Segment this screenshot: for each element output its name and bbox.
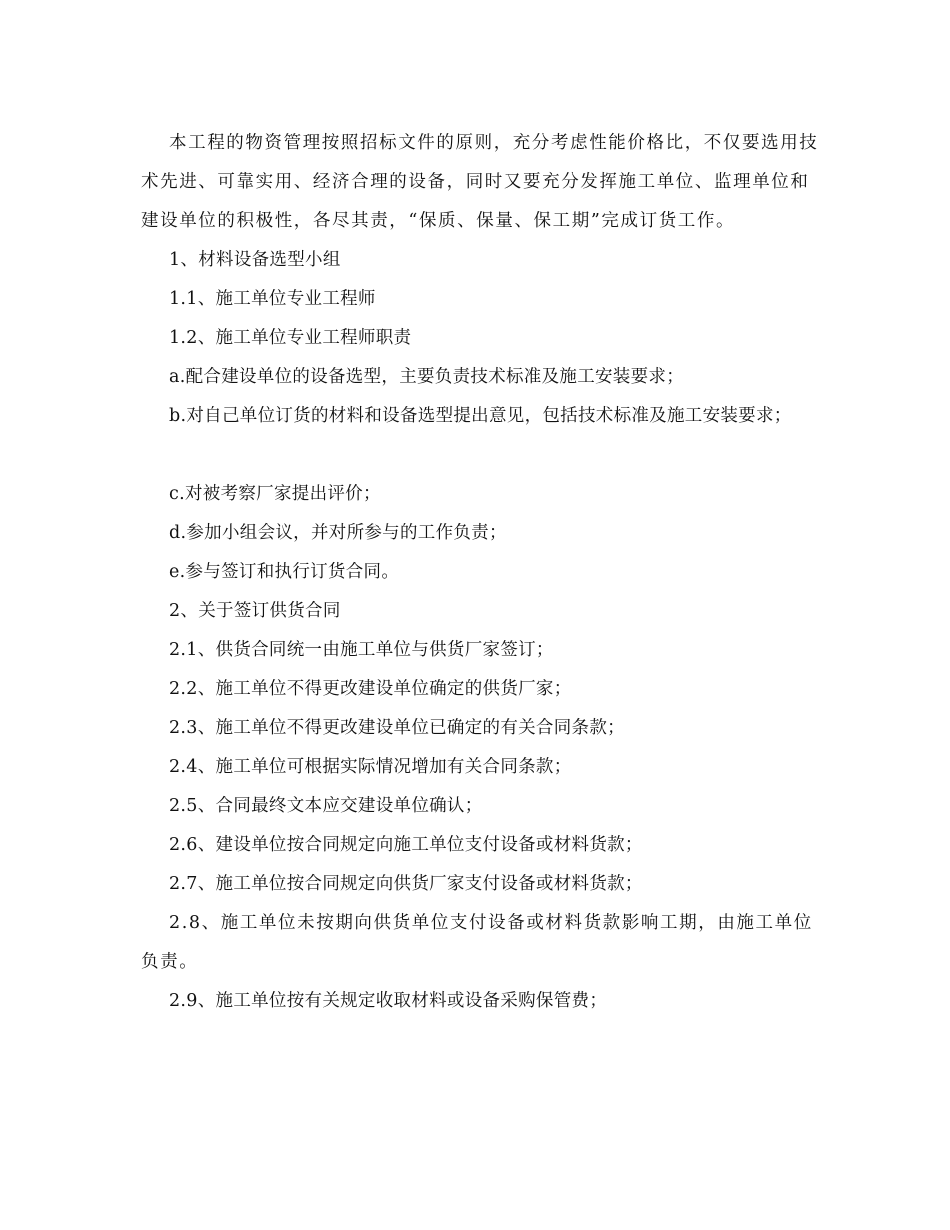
item-2-9: 2.9、施工单位按有关规定收取材料或设备采购保管费； [169, 991, 608, 1011]
item-c: c.对被考察厂家提出评价； [169, 484, 381, 504]
item-2-1: 2.1、供货合同统一由施工单位与供货厂家签订； [169, 640, 554, 660]
item-2-8: 2.8、施工单位未按期向供货单位支付设备或材料货款影响工期，由施工单位负责。 [141, 913, 813, 972]
item-2: 2、关于签订供货合同 [169, 601, 341, 621]
item-2-6: 2.6、建设单位按合同规定向施工单位支付设备或材料货款； [169, 835, 643, 855]
item-1: 1、材料设备选型小组 [169, 250, 341, 270]
item-2-3: 2.3、施工单位不得更改建设单位已确定的有关合同条款； [169, 718, 625, 738]
document-body [141, 124, 821, 1021]
item-e: e.参与签订和执行订货合同。 [169, 562, 400, 582]
item-2-5: 2.5、合同最终文本应交建设单位确认； [169, 796, 483, 816]
item-b: b.对自己单位订货的材料和设备选型提出意见，包括技术标准及施工安装要求； [169, 406, 792, 426]
item-1-1: 1.1、施工单位专业工程师 [169, 289, 376, 309]
item-2-4: 2.4、施工单位可根据实际情况增加有关合同条款； [169, 757, 572, 777]
item-d: d.参加小组会议，并对所参与的工作负责； [169, 523, 507, 543]
item-a: a.配合建设单位的设备选型，主要负责技术标准及施工安装要求； [169, 367, 684, 387]
item-2-7: 2.7、施工单位按合同规定向供货厂家支付设备或材料货款； [169, 874, 643, 894]
blank-line [141, 436, 821, 475]
intro-paragraph: 本工程的物资管理按照招标文件的原则，充分考虑性能价格比，不仅要选用技术先进、可靠实用、经济合理的设备，同时又要充分发挥施工单位、监理单位和建设单位的积极性，各尽其责，“保质、保量、保工期”完成订货工作。 [141, 133, 819, 231]
item-2-2: 2.2、施工单位不得更改建设单位确定的供货厂家； [169, 679, 572, 699]
item-1-2: 1.2、施工单位专业工程师职责 [169, 328, 412, 348]
